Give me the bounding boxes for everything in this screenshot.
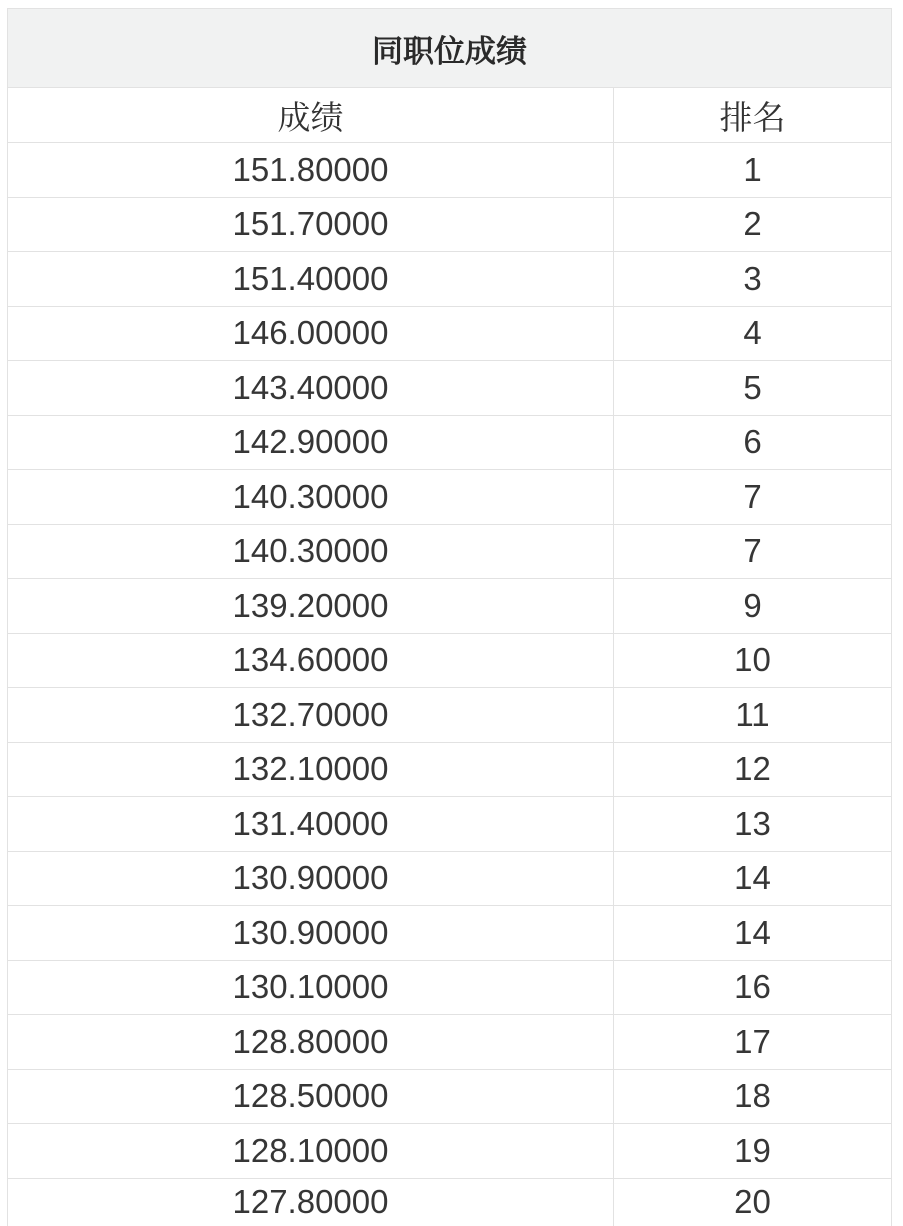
table-row bbox=[8, 961, 891, 1016]
score-cell: 127.80000 bbox=[8, 1179, 614, 1226]
score-cell: 132.70000 bbox=[8, 688, 614, 742]
table-row bbox=[8, 198, 891, 253]
rank-cell: 6 bbox=[743, 423, 762, 461]
score-cell: 130.10000 bbox=[8, 961, 614, 1015]
score-cell: 128.50000 bbox=[8, 1070, 614, 1124]
rank-cell: 1 bbox=[743, 150, 762, 188]
score-cell: 151.40000 bbox=[8, 252, 614, 306]
rank-cell: 5 bbox=[743, 368, 762, 406]
score-cell: 151.70000 bbox=[8, 198, 614, 252]
rank-cell: 10 bbox=[734, 641, 771, 679]
score-cell: 128.10000 bbox=[8, 1124, 614, 1178]
table-row bbox=[8, 416, 891, 471]
rank-cell: 11 bbox=[735, 695, 770, 733]
score-cell: 128.80000 bbox=[8, 1015, 614, 1069]
score-cell: 151.80000 bbox=[8, 143, 614, 197]
table-row bbox=[8, 743, 891, 798]
score-cell: 132.10000 bbox=[8, 743, 614, 797]
score-cell: 139.20000 bbox=[8, 579, 614, 633]
score-cell: 140.30000 bbox=[8, 470, 614, 524]
score-cell: 140.30000 bbox=[8, 525, 614, 579]
table-row bbox=[8, 1070, 891, 1125]
table-row bbox=[8, 1015, 891, 1070]
table-row bbox=[8, 252, 891, 307]
table-row bbox=[8, 797, 891, 852]
score-cell: 134.60000 bbox=[8, 634, 614, 688]
column-header-score: 成绩 bbox=[8, 88, 614, 142]
score-cell: 146.00000 bbox=[8, 307, 614, 361]
table-row bbox=[8, 634, 891, 689]
table-row bbox=[8, 1179, 891, 1226]
table-row bbox=[8, 1124, 891, 1179]
table-row bbox=[8, 579, 891, 634]
table-row bbox=[8, 525, 891, 580]
column-header-rank: 排名 bbox=[719, 98, 786, 136]
rank-cell: 19 bbox=[734, 1131, 771, 1169]
rank-cell: 2 bbox=[743, 205, 762, 243]
table-row bbox=[8, 143, 891, 198]
rank-cell: 16 bbox=[734, 968, 771, 1006]
score-cell: 130.90000 bbox=[8, 906, 614, 960]
score-cell: 131.40000 bbox=[8, 797, 614, 851]
table-title: 同职位成绩 bbox=[8, 9, 891, 88]
score-cell: 130.90000 bbox=[8, 852, 614, 906]
table-row bbox=[8, 688, 891, 743]
table-row bbox=[8, 307, 891, 362]
table-row bbox=[8, 906, 891, 961]
table-header-row bbox=[8, 88, 891, 143]
rank-cell: 20 bbox=[734, 1183, 771, 1220]
rank-cell: 4 bbox=[743, 314, 762, 352]
table-body bbox=[8, 143, 891, 1226]
rank-cell: 7 bbox=[743, 532, 762, 570]
rank-cell: 7 bbox=[743, 477, 762, 515]
rank-cell: 12 bbox=[734, 750, 771, 788]
score-table bbox=[7, 8, 892, 1226]
rank-cell: 14 bbox=[734, 859, 771, 897]
table-row bbox=[8, 361, 891, 416]
rank-cell: 18 bbox=[734, 1077, 771, 1115]
table-row bbox=[8, 470, 891, 525]
rank-cell: 17 bbox=[734, 1022, 771, 1060]
rank-cell: 14 bbox=[734, 913, 771, 951]
score-cell: 143.40000 bbox=[8, 361, 614, 415]
table-row bbox=[8, 852, 891, 907]
rank-cell: 9 bbox=[743, 586, 762, 624]
rank-cell: 13 bbox=[734, 804, 771, 842]
score-cell: 142.90000 bbox=[8, 416, 614, 470]
rank-cell: 3 bbox=[743, 259, 762, 297]
